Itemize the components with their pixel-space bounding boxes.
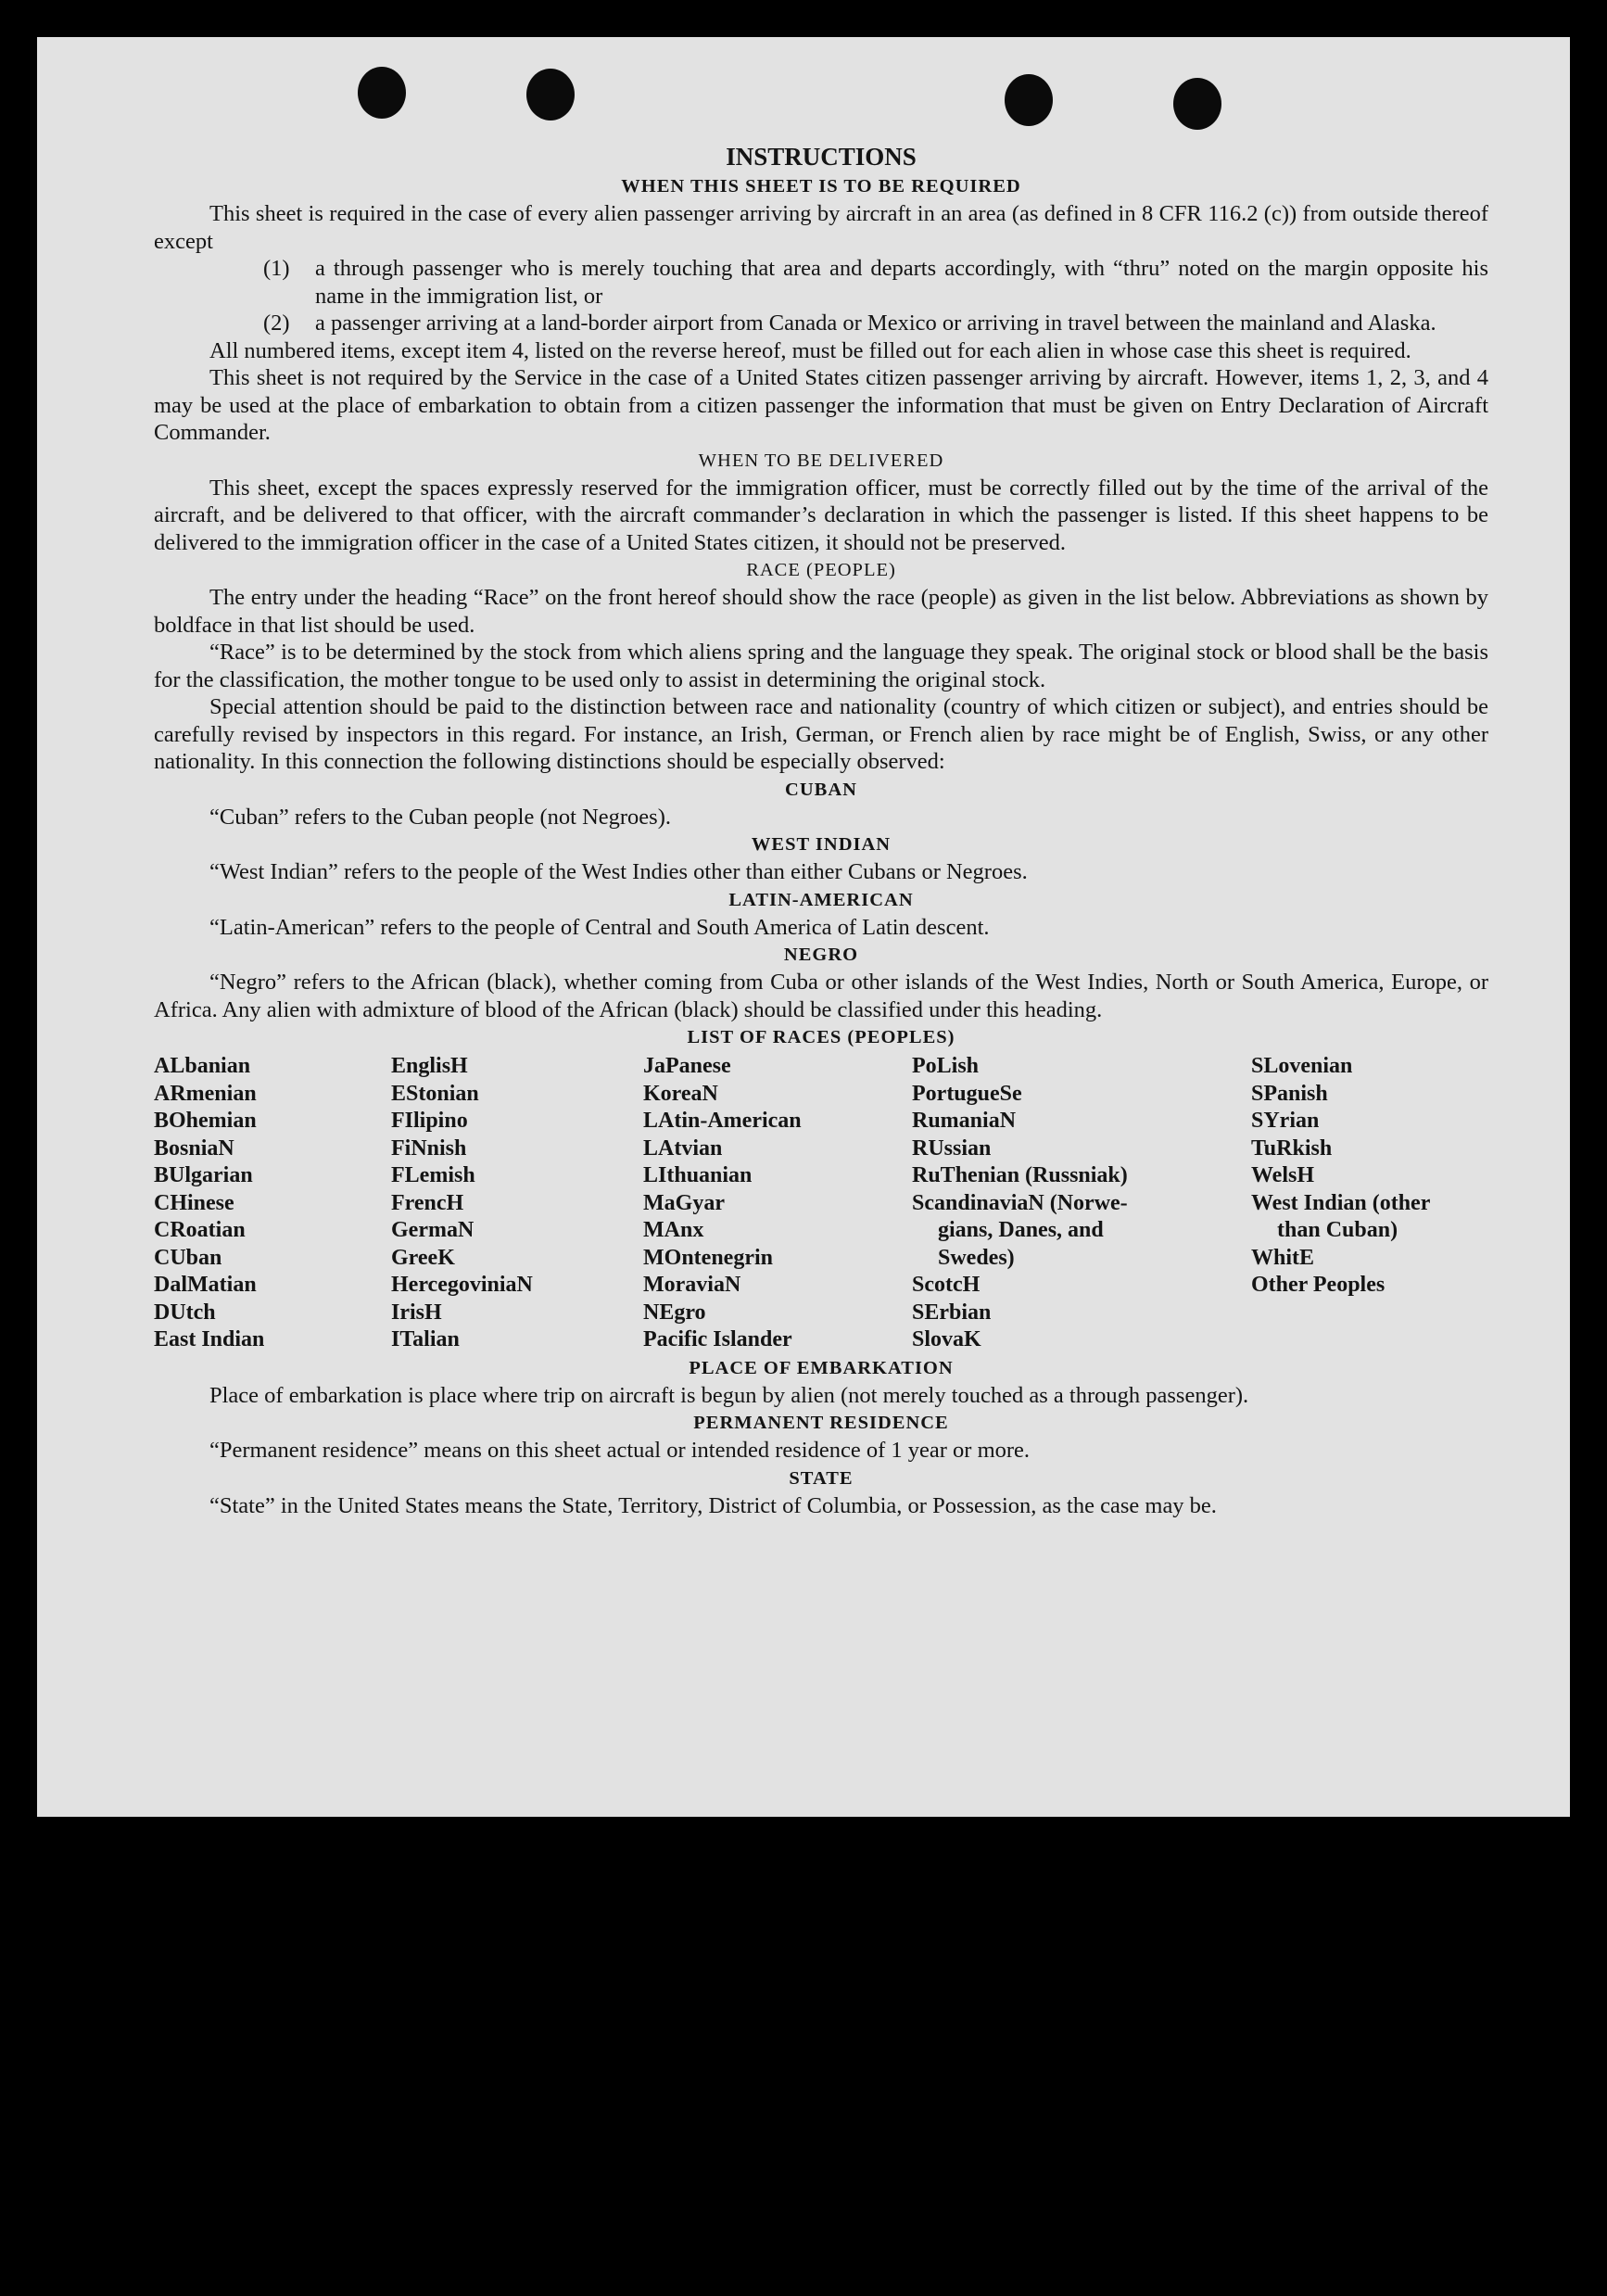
heading-latin-american: LATIN-AMERICAN (728, 889, 914, 910)
when-required-intro: This sheet is required in the case of every alien passenger arriving by aircraft in an area (as defined in 8 CFR 116.2 (c)) from outside thereof except (154, 201, 1488, 254)
state-text: “State” in the United States means the State, Territory, District of Columbia, or Possession, as the case may be. (209, 1492, 1217, 1518)
heading-negro: NEGRO (783, 945, 859, 965)
race-paragraph-3: Special attention should be paid to the distinction between race and nationality (country of which citizen or subject), and entries should be carefully revised by inspectors in this regard. For instance, an Irish, German, or French alien by race might be of English, Swiss, or any other nationality. In this connection the following distinctions should be especially observed: (154, 694, 1488, 774)
race-entry: ScandinaviaN (Norwe- (912, 1190, 1128, 1215)
heading-when-delivered: WHEN TO BE DELIVERED (698, 450, 944, 471)
races-list (154, 1053, 1488, 1354)
race-entry: FLemish (391, 1163, 475, 1187)
heading-race: RACE (PEOPLE) (746, 560, 896, 580)
race-entry: BOhemian (154, 1109, 257, 1133)
race-entry: MoraviaN (643, 1273, 741, 1297)
race-entry: MOntenegrin (643, 1245, 773, 1270)
race-paragraph-2: “Race” is to be determined by the stock from which aliens spring and the language they speak. The original stock or blood shall be the basis for the classification, the mother tongue to be used only to assist in determining the original stock. (154, 640, 1488, 692)
exception-text: a through passenger who is merely touching that area and departs accordingly, with “thru” noted on the margin opposite his name in the immigration list, or (315, 256, 1488, 309)
heading-when-required: WHEN THIS SHEET IS TO BE REQUIRED (621, 176, 1021, 197)
embarkation-text: Place of embarkation is place where trip on aircraft is begun by alien (not merely touched as a through passenger). (209, 1382, 1249, 1408)
exception-number: (1) (263, 256, 290, 281)
when-delivered-text: This sheet, except the spaces expressly reserved for the immigration officer, must be correctly filled out by the time of the arrival of the aircraft, and be delivered to that officer, with the aircraft commander’s declaration in which the passenger is listed. If this sheet happens to be delivered to the immigration officer in the case of a United States citizen, it should not be preserved. (154, 475, 1488, 555)
race-entry: BUlgarian (154, 1163, 253, 1187)
races-column-3 (643, 1053, 912, 1354)
race-entry: CUban (154, 1245, 222, 1270)
race-entry-continued: Swedes) (938, 1245, 1015, 1270)
exception-item-1 (263, 255, 1488, 310)
numbered-items-paragraph: All numbered items, except item 4, listed on the reverse hereof, must be filled out for each alien in whose case this sheet is required. (209, 337, 1411, 363)
race-entry: FiNnish (391, 1135, 467, 1161)
race-entry: RumaniaN (912, 1109, 1017, 1133)
race-entry: CRoatian (154, 1218, 246, 1242)
heading-west-indian: WEST INDIAN (751, 834, 892, 855)
race-entry: ScotcH (912, 1273, 981, 1297)
race-entry: DUtch (154, 1300, 216, 1325)
race-entry: FIlipino (391, 1109, 468, 1133)
race-entry: IrisH (391, 1300, 442, 1325)
race-entry: ARmenian (154, 1081, 257, 1106)
latin-american-text: “Latin-American” refers to the people of Central and South America of Latin descent. (209, 914, 990, 940)
race-entry: HercegoviniaN (391, 1273, 533, 1297)
race-entry: CHinese (154, 1190, 234, 1215)
races-column-2 (391, 1053, 643, 1354)
race-entry: ITalian (391, 1327, 460, 1351)
race-entry-continued: than Cuban) (1277, 1218, 1398, 1242)
race-entry: NEgro (643, 1300, 706, 1325)
heading-place-of-embarkation: PLACE OF EMBARKATION (689, 1357, 954, 1378)
race-paragraph-1: The entry under the heading “Race” on the front hereof should show the race (people) as given in the list below. Abbreviations as shown by boldface in that list should be used. (154, 585, 1488, 638)
document-sheet (37, 37, 1570, 1817)
race-entry: KoreaN (643, 1081, 718, 1106)
race-entry: LAtin-American (643, 1109, 802, 1133)
race-entry: EnglisH (391, 1054, 468, 1078)
race-entry: LIthuanian (643, 1163, 753, 1187)
race-entry: RuThenian (Russniak) (912, 1163, 1128, 1187)
heading-cuban: CUBAN (785, 779, 857, 800)
race-entry: GreeK (391, 1245, 455, 1270)
race-entry: TuRkish (1251, 1135, 1333, 1161)
page-title: INSTRUCTIONS (726, 143, 917, 171)
race-entry: SPanish (1251, 1081, 1328, 1106)
race-entry: SErbian (912, 1300, 992, 1325)
instructions-content (154, 104, 1488, 1519)
negro-text: “Negro” refers to the African (black), whether coming from Cuba or other islands of the West Indies, North or South America, Europe, or Africa. Any alien with admixture of blood of the African (black) should be classified under this heading. (154, 970, 1488, 1022)
race-entry: DalMatian (154, 1273, 257, 1297)
race-entry: WhitE (1251, 1245, 1315, 1270)
race-entry-continued: gians, Danes, and (938, 1218, 1104, 1242)
exception-text: a passenger arriving at a land-border airport from Canada or Mexico or arriving in travel between the mainland and Alaska. (315, 311, 1436, 336)
race-entry: PoLish (912, 1054, 980, 1078)
citizen-paragraph: This sheet is not required by the Service in the case of a United States citizen passenger arriving by aircraft. However, items 1, 2, 3, and 4 may be used at the place of embarkation to obtain from a citizen passenger the information that must be given on Entry Declaration of Aircraft Commander. (154, 365, 1488, 445)
race-entry: ALbanian (154, 1054, 251, 1078)
race-entry: GermaN (391, 1218, 475, 1242)
heading-state: STATE (789, 1467, 854, 1489)
race-entry: MAnx (643, 1218, 704, 1242)
exception-item-2 (263, 310, 1488, 337)
race-entry: PortugueSe (912, 1081, 1022, 1106)
race-entry: BosniaN (154, 1135, 234, 1161)
races-column-4 (912, 1053, 1251, 1354)
exception-number: (2) (263, 311, 290, 336)
race-entry: JaPanese (643, 1054, 731, 1078)
race-entry: RUssian (912, 1135, 992, 1161)
race-entry: Pacific Islander (643, 1327, 792, 1351)
race-entry: MaGyar (643, 1190, 725, 1215)
race-entry: Other Peoples (1251, 1273, 1386, 1297)
race-entry: EStonian (391, 1081, 479, 1106)
heading-list-of-races: LIST OF RACES (PEOPLES) (687, 1027, 955, 1047)
races-column-5 (1251, 1053, 1488, 1354)
race-entry: LAtvian (643, 1135, 723, 1161)
cuban-text: “Cuban” refers to the Cuban people (not Negroes). (209, 804, 671, 830)
west-indian-text: “West Indian” refers to the people of the West Indies other than either Cubans or Negroes. (209, 859, 1028, 884)
races-column-1 (154, 1053, 391, 1354)
heading-permanent-residence: PERMANENT RESIDENCE (693, 1413, 949, 1433)
race-entry: SlovaK (912, 1327, 981, 1351)
race-entry: WelsH (1251, 1163, 1315, 1187)
race-entry: West Indian (other (1251, 1190, 1431, 1215)
race-entry: FrencH (391, 1190, 464, 1215)
race-entry: SLovenian (1251, 1054, 1353, 1078)
race-entry: East Indian (154, 1327, 265, 1351)
race-entry: SYrian (1251, 1109, 1320, 1133)
residence-text: “Permanent residence” means on this sheet actual or intended residence of 1 year or more. (209, 1438, 1031, 1463)
